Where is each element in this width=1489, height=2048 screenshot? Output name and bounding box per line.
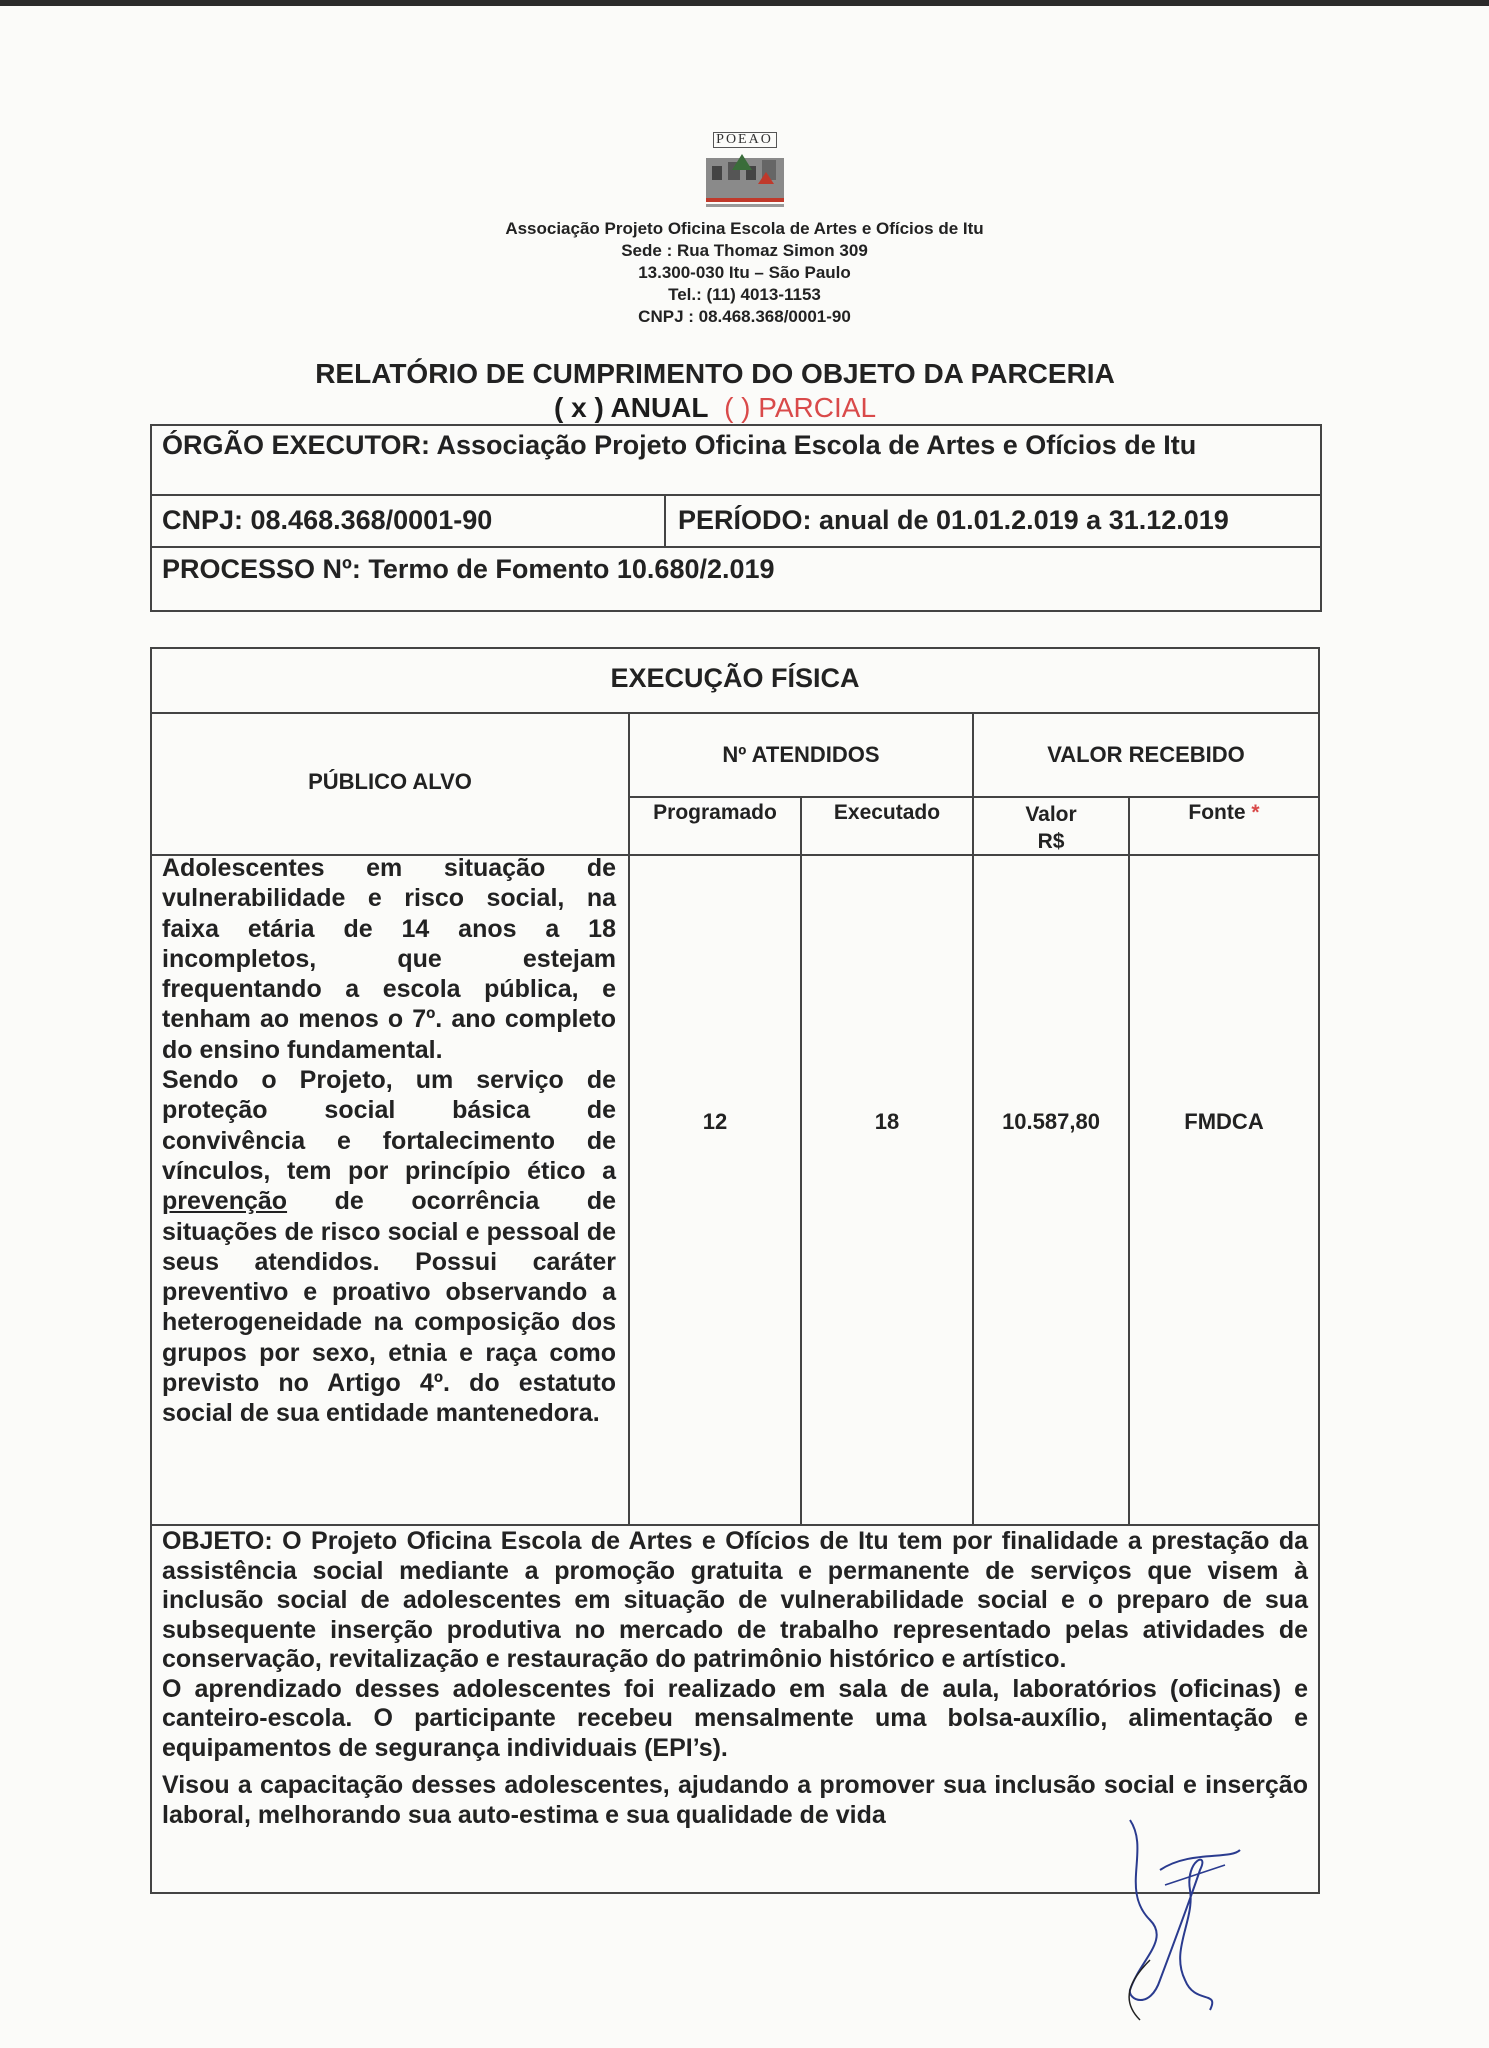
processo-row xyxy=(152,548,1320,610)
divider xyxy=(800,796,802,1524)
report-type xyxy=(0,392,1430,424)
info-processo: PROCESSO Nº: Termo de Fomento 10.680/2.019 xyxy=(162,554,775,584)
org-city: 13.300-030 Itu – São Paulo xyxy=(638,263,851,282)
anual-option: ( x ) ANUAL xyxy=(553,392,709,423)
value-programado: 12 xyxy=(702,1109,728,1134)
info-periodo: PERÍODO: anual de 01.01.2.019 a 31.12.019 xyxy=(678,505,1229,535)
publico-paragraph-2 xyxy=(162,1065,616,1429)
org-address: Sede : Rua Thomaz Simon 309 xyxy=(621,241,868,260)
report-title: RELATÓRIO DE CUMPRIMENTO DO OBJETO DA PARCERIA xyxy=(315,358,1115,389)
divider xyxy=(664,496,666,546)
col-valor-recebido: VALOR RECEBIDO xyxy=(1047,742,1245,767)
info-cnpj: CNPJ: 08.468.368/0001-90 xyxy=(162,505,493,535)
value-fonte: FMDCA xyxy=(1184,1109,1264,1134)
info-table xyxy=(150,424,1322,612)
col-atendidos: Nº ATENDIDOS xyxy=(722,742,880,767)
publico-p2-start: Sendo o Projeto, um serviço de proteção social básica de convivência e fortalecimento de vínculos, tem por princípio ético a xyxy=(162,1066,616,1185)
divider xyxy=(152,712,1318,714)
execucao-table xyxy=(150,647,1320,1894)
publico-p2-underlined: prevenção xyxy=(162,1187,288,1216)
divider xyxy=(1128,796,1130,1524)
letterhead xyxy=(0,130,1489,328)
publico-p2-end: de ocorrência de situações de risco social e pessoal de seus atendidos. Possui caráter preventivo e proativo observando a heterogeneidade na composição dos grupos por sexo, etnia e raça como previsto no Artigo 4º. do estatuto social de sua entidade mantenedora. xyxy=(162,1187,616,1428)
sub-fonte-label: Fonte xyxy=(1188,801,1246,824)
sub-fonte xyxy=(1130,801,1318,825)
org-name: Associação Projeto Oficina Escola de Artes e Ofícios de Itu xyxy=(505,219,984,238)
execucao-title: EXECUÇÃO FÍSICA xyxy=(610,663,860,693)
objeto-paragraph-2: O aprendizado desses adolescentes foi realizado em sala de aula, laboratórios (oficinas) e canteiro-escola. O participante recebeu mensalmente uma bolsa-auxílio, alimentação e equipamentos de segurança individuais (EPI’s). xyxy=(162,1674,1308,1762)
objeto-paragraph-1: OBJETO: O Projeto Oficina Escola de Artes e Ofícios de Itu tem por finalidade a prestação da assistência social mediante a promoção gratuita e permanente de serviços que visem à inclusão social de adolescentes em situação de vulnerabilidade social e o preparo de sua subsequente inserção produtiva no mercado de trabalho representado pelas atividades de conservação, revitalização e restauração do patrimônio histórico e artístico. xyxy=(162,1527,1308,1673)
parcial-option: ( ) PARCIAL xyxy=(724,392,877,423)
org-phone: Tel.: (11) 4013-1153 xyxy=(668,285,821,304)
publico-alvo-text xyxy=(162,853,616,1429)
logo xyxy=(702,132,788,210)
sub-executado: Executado xyxy=(833,801,941,824)
orgao-executor: ÓRGÃO EXECUTOR: Associação Projeto Oficina Escola de Artes e Ofícios de Itu xyxy=(162,430,1197,460)
value-executado: 18 xyxy=(874,1109,900,1134)
objeto-paragraph-3: Visou a capacitação desses adolescentes, ajudando a promover sua inclusão social e inserção laboral, melhorando sua auto-estima e sua qualidade de vida xyxy=(162,1771,1308,1829)
scan-edge xyxy=(0,0,1489,6)
signature xyxy=(1090,1810,1260,2030)
divider xyxy=(628,796,1318,798)
publico-paragraph-1: Adolescentes em situação de vulnerabilidade e risco social, na faixa etária de 14 anos a 18 incompletos, que estejam frequentando a escola pública, e tenham ao menos o 7º. ano completo do ensino fundamental. xyxy=(162,854,616,1064)
objeto-text xyxy=(162,1527,1308,1830)
logo-text: POEAO xyxy=(713,132,777,148)
sub-valor-label: Valor xyxy=(1025,803,1077,826)
org-cnpj: CNPJ : 08.468.368/0001-90 xyxy=(638,307,851,326)
col-publico-alvo: PÚBLICO ALVO xyxy=(308,769,472,794)
sub-programado: Programado xyxy=(653,801,777,824)
sub-fonte-mark: * xyxy=(1251,801,1260,824)
orgao-row xyxy=(152,426,1320,496)
logo-building-icon xyxy=(702,150,788,212)
divider xyxy=(152,1524,1318,1526)
sub-valor-currency: R$ xyxy=(1037,830,1065,853)
sub-valor xyxy=(974,801,1128,855)
cnpj-periodo-row xyxy=(152,496,1320,548)
value-valor: 10.587,80 xyxy=(1002,1109,1100,1134)
